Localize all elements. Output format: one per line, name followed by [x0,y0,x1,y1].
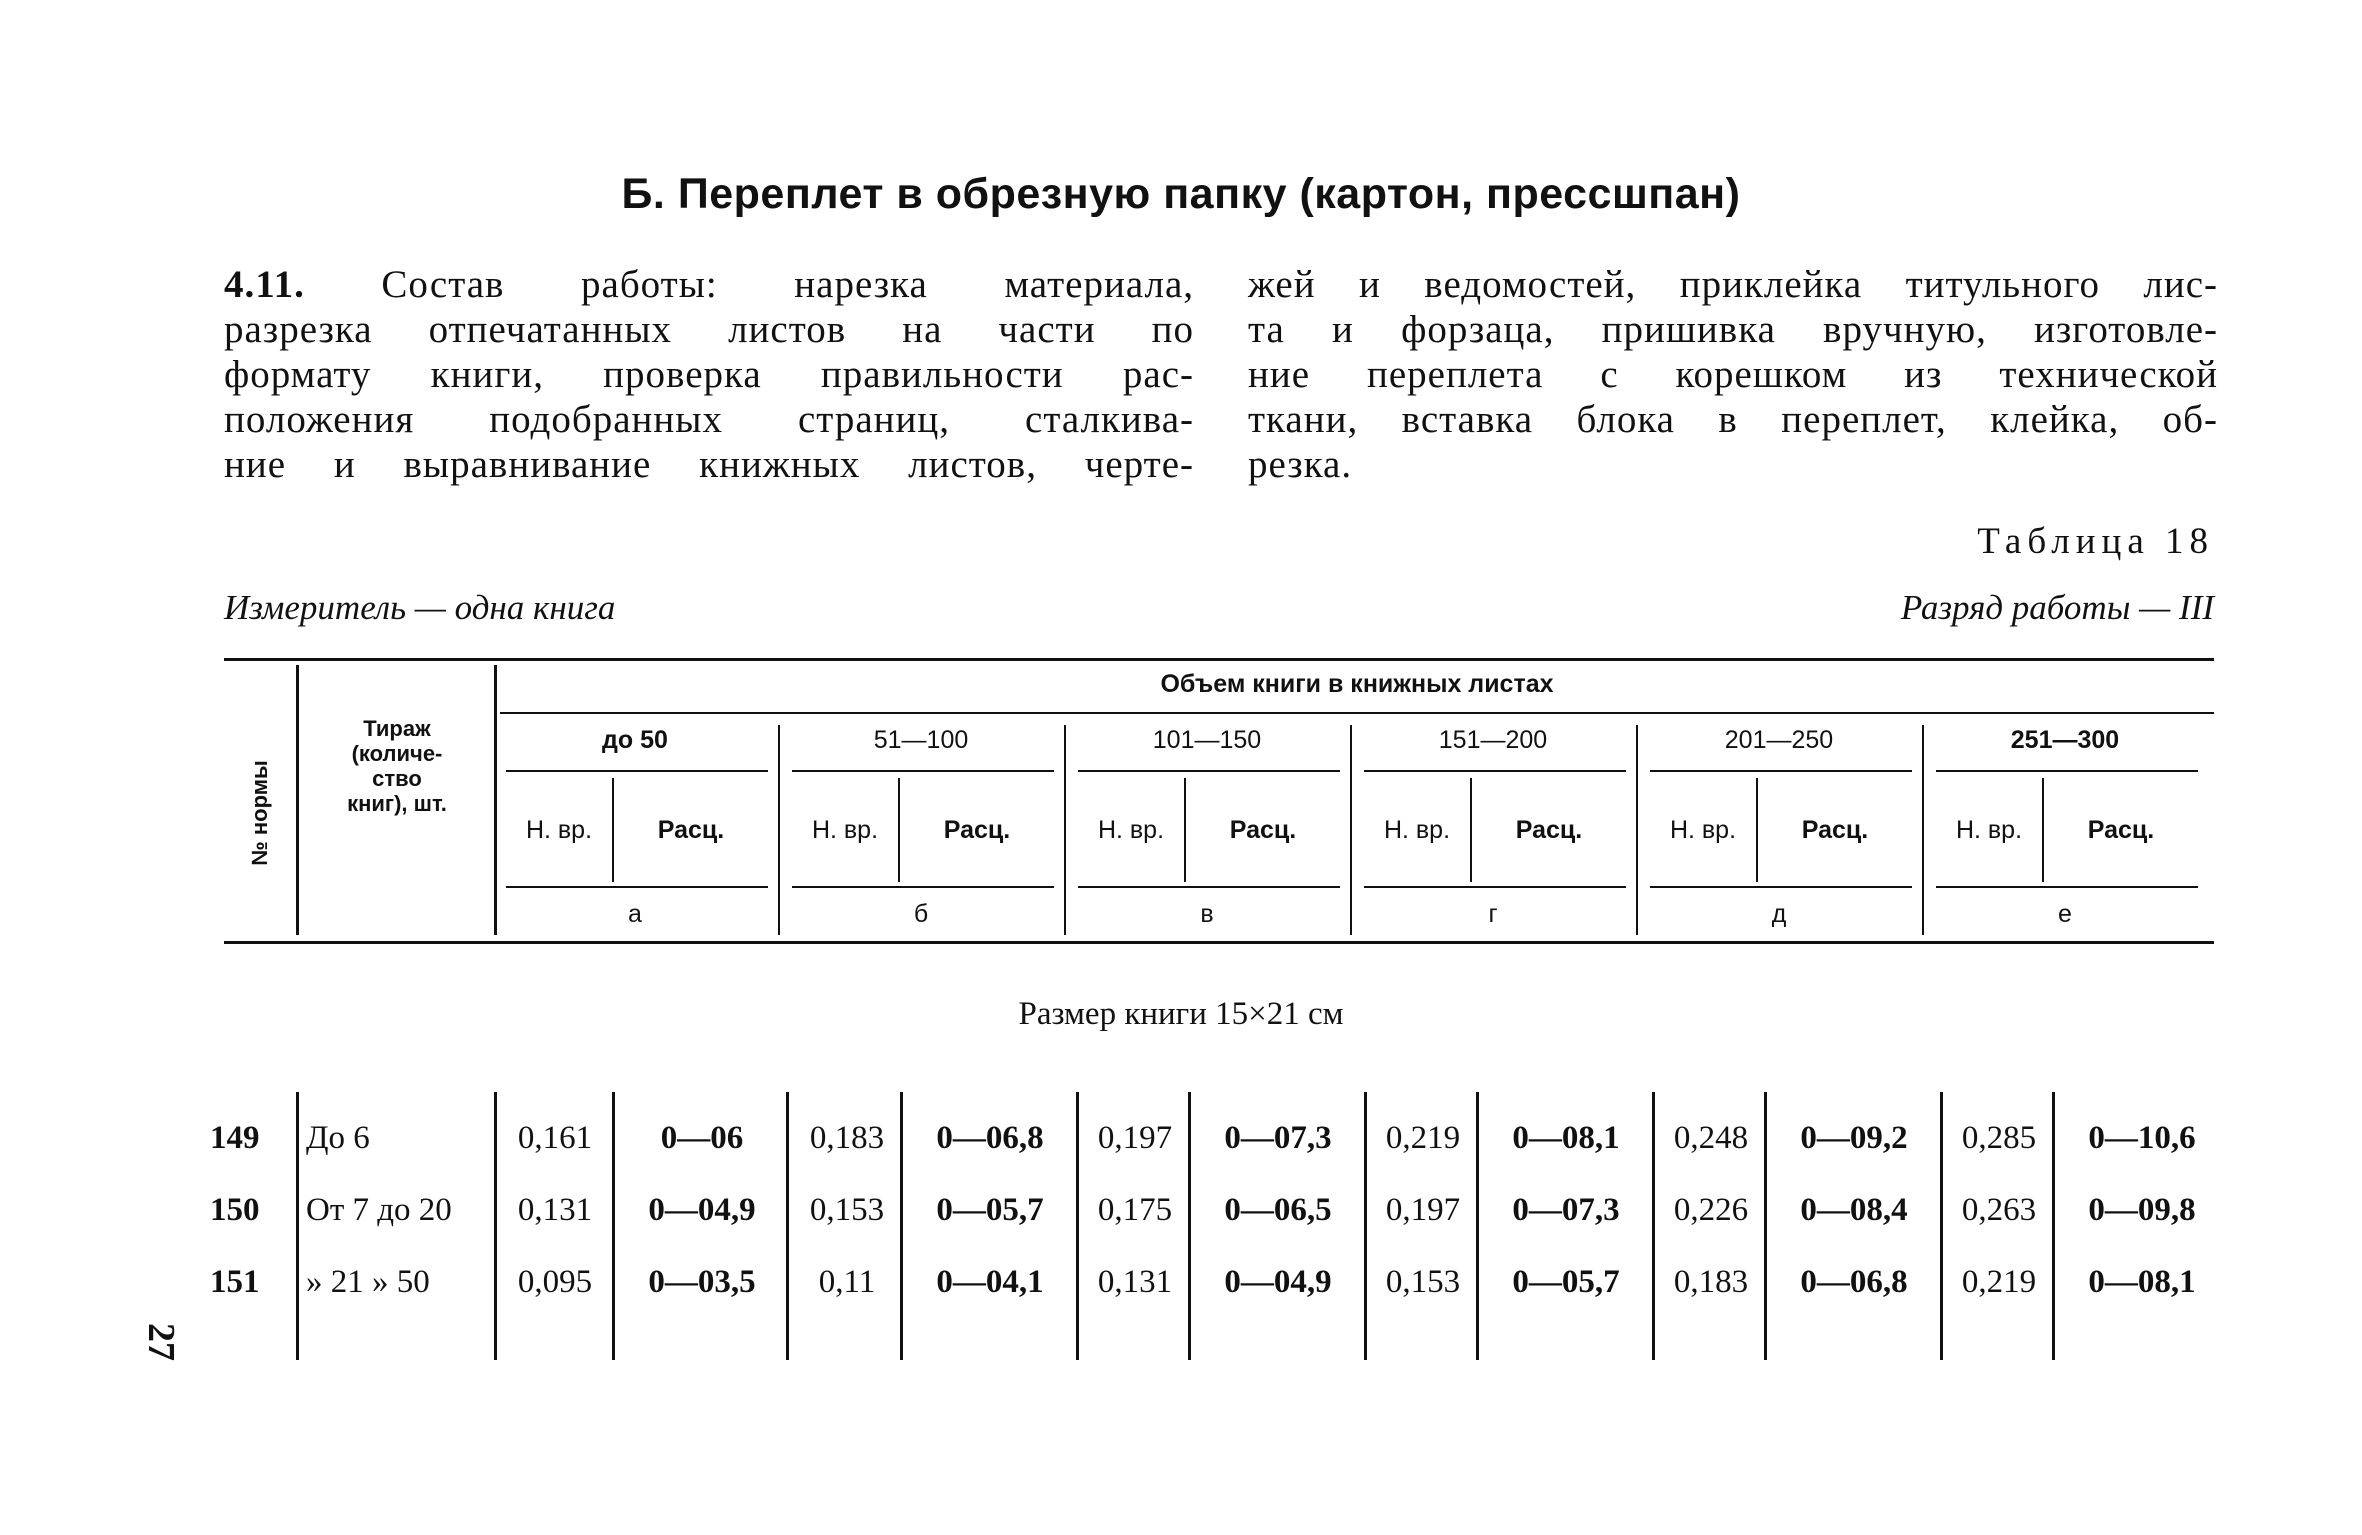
header-divider [296,665,299,935]
sub-divider [1470,778,1472,882]
header-divider [494,665,497,935]
time-norm-value: 0,219 [1385,1120,1461,1156]
paragraph-line: 4.11. Состав работы: нарезка материала, [224,263,1194,306]
grade-label: Разряд работы — III [1900,588,2214,627]
range-header: 101—150 [1152,726,1262,754]
sub-divider [898,778,900,882]
time-norm-value: 0,131 [1097,1264,1173,1300]
time-norm-value: 0,263 [1961,1192,2037,1228]
time-norm-value: 0,175 [1097,1192,1173,1228]
rate-header: Расц. [2087,816,2155,844]
paragraph-right-column [1248,262,2218,487]
rate-value: 0—05,7 [936,1192,1044,1228]
page-number: 27 [140,1323,182,1361]
rate-value: 0—09,2 [1800,1120,1908,1156]
rate-value: 0—06,8 [1800,1264,1908,1300]
sub-divider [612,778,614,882]
rate-value: 0—05,7 [1512,1264,1620,1300]
header-rule [1650,770,1912,772]
time-norm-value: 0,226 [1673,1192,1749,1228]
paragraph-line: формату книги, проверка правильности рас- [224,353,1194,396]
rate-header: Расц. [1515,816,1583,844]
range-header: 151—200 [1438,726,1548,754]
rate-value: 0—06,8 [936,1120,1044,1156]
row-number: 150 [210,1192,260,1228]
rate-header: Расц. [1801,816,1869,844]
column-rule [1940,1092,1943,1360]
column-rule [1364,1092,1367,1360]
measurer-label: Измеритель — одна книга [224,588,616,627]
rate-value: 0—06 [660,1120,744,1156]
sub-divider [1184,778,1186,882]
group-divider [1636,725,1638,935]
range-header: 51—100 [873,726,969,754]
column-letter: г [1488,900,1498,928]
time-norm-value: 0,197 [1097,1120,1173,1156]
time-norm-value: 0,197 [1385,1192,1461,1228]
time-norm-header: Н. вр. [1955,816,2023,844]
time-norm-value: 0,131 [517,1192,593,1228]
header-rule [1364,886,1626,888]
group-divider [1350,725,1352,935]
time-norm-value: 0,153 [809,1192,885,1228]
rate-value: 0—09,8 [2088,1192,2196,1228]
table-top-rule [224,658,2214,661]
table-number: Таблица 18 [1977,521,2214,562]
header-rule [506,886,768,888]
column-rule [296,1092,299,1360]
header-rule [1650,886,1912,888]
header-rule [792,770,1054,772]
rate-value: 0—04,9 [648,1192,756,1228]
time-norm-value: 0,161 [517,1120,593,1156]
rate-value: 0—08,1 [1512,1120,1620,1156]
volume-header: Объем книги в книжных листах [1160,670,1554,698]
header-rule [1936,886,2198,888]
rate-value: 0—07,3 [1512,1192,1620,1228]
paragraph-line: ткани, вставка блока в переплет, клейка, об- [1248,398,2218,441]
time-norm-value: 0,11 [818,1264,876,1300]
rate-value: 0—04,1 [936,1264,1044,1300]
range-header: до 50 [602,726,668,754]
column-rule [494,1092,497,1360]
group-divider [778,725,780,935]
time-norm-value: 0,285 [1961,1120,2037,1156]
header-rule [792,886,1054,888]
rate-value: 0—04,9 [1224,1264,1332,1300]
time-norm-header: Н. вр. [811,816,879,844]
rate-value: 0—03,5 [648,1264,756,1300]
section-title: Б. Переплет в обрезную папку (картон, прессшпан) [621,170,1741,218]
time-norm-value: 0,153 [1385,1264,1461,1300]
paragraph-line: резка. [1248,443,1353,486]
row-number-header: № нормы [247,760,272,866]
row-number: 151 [210,1264,260,1300]
group-divider [1064,725,1066,935]
tirazh-value: От 7 до 20 [306,1192,452,1228]
column-rule [1076,1092,1079,1360]
paragraph-line: ние переплета с корешком из технической [1248,353,2218,396]
rate-header: Расц. [1229,816,1297,844]
paragraph-line: та и форзаца, пришивка вручную, изготовле- [1248,308,2218,351]
time-norm-header: Н. вр. [525,816,593,844]
time-norm-header: Н. вр. [1097,816,1165,844]
column-letter: д [1771,900,1787,928]
table-header-bottom-rule [224,941,2214,944]
column-rule [612,1092,615,1360]
paragraph-left-column [224,262,1194,487]
rate-value: 0—06,5 [1224,1192,1332,1228]
size-caption: Размер книги 15×21 см [1018,996,1344,1032]
tirazh-header: Тираж (количе- ство книг), шт. [347,716,447,816]
header-rule [1078,886,1340,888]
rate-value: 0—08,1 [2088,1264,2196,1300]
time-norm-value: 0,248 [1673,1120,1749,1156]
tirazh-value: » 21 » 50 [306,1264,430,1300]
sub-divider [2042,778,2044,882]
time-norm-value: 0,183 [809,1120,885,1156]
time-norm-header: Н. вр. [1383,816,1451,844]
rate-header: Расц. [657,816,725,844]
paragraph-number: 4.11. [224,263,305,306]
rate-value: 0—10,6 [2088,1120,2196,1156]
header-rule [1364,770,1626,772]
time-norm-value: 0,219 [1961,1264,2037,1300]
paragraph-line: разрезка отпечатанных листов на части по [224,308,1194,351]
paragraph-line: ние и выравнивание книжных листов, черте- [224,443,1194,486]
sub-divider [1756,778,1758,882]
column-letter: а [628,900,642,928]
paragraph-line: жей и ведомостей, приклейка титульного лис- [1248,263,2218,306]
rate-header: Расц. [943,816,1011,844]
column-letter: в [1200,900,1214,928]
header-rule [1936,770,2198,772]
header-rule [506,770,768,772]
header-rule [500,712,2214,714]
column-rule [1652,1092,1655,1360]
column-letter: б [913,900,929,928]
time-norm-value: 0,095 [517,1264,593,1300]
range-header: 251—300 [2010,726,2120,754]
time-norm-header: Н. вр. [1669,816,1737,844]
rate-value: 0—08,4 [1800,1192,1908,1228]
rate-value: 0—07,3 [1224,1120,1332,1156]
header-rule [1078,770,1340,772]
time-norm-value: 0,183 [1673,1264,1749,1300]
range-header: 201—250 [1724,726,1834,754]
column-rule [786,1092,789,1360]
paragraph-line: положения подобранных страниц, сталкива- [224,398,1194,441]
row-number: 149 [210,1120,260,1156]
group-divider [1922,725,1924,935]
column-letter: е [2058,900,2072,928]
tirazh-value: До 6 [306,1120,370,1156]
